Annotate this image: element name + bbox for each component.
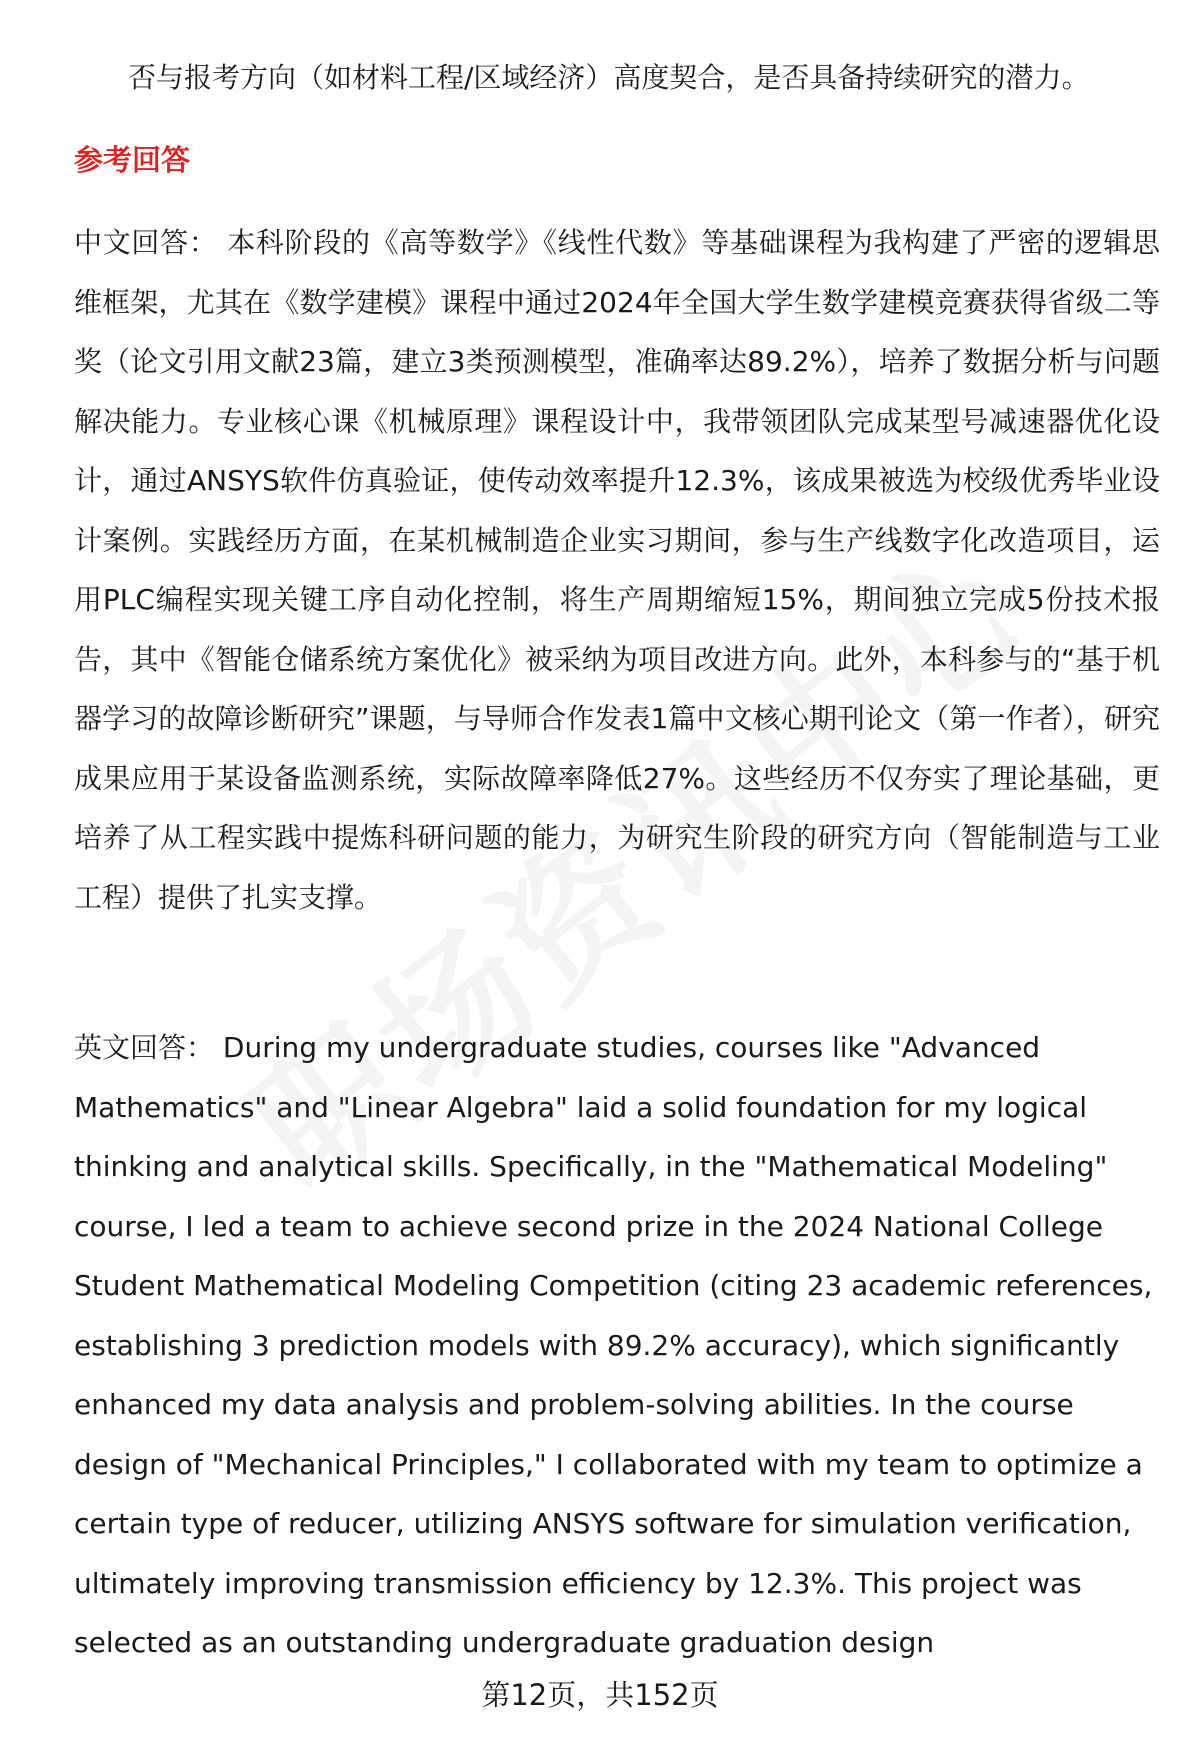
chinese-answer-text: 本科阶段的《高等数学》《线性代数》等基础课程为我构建了严密的逻辑思维框架，尤其在《数学建模》课程中通过2024年全国大学生数学建模竞赛获得省级二等奖（论文引用文献23篇，建立3类预测模型，准确率达89.2%），培养了数据分析与问题解决能力。专业核心课《机械原理》课程设计中，我带领团队完成某型号减速器优化设计，通过ANSYS软件仿真验证，使传动效率提升12.3%，该成果被选为校级优秀毕业设计案例。实践经历方面，在某机械制造企业实习期间，参与生产线数字化改造项目，运用PLC编程实现关键工序自动化控制，将生产周期缩短15%，期间独立完成5份技术报告，其中《智能仓储系统方案优化》被采纳为项目改进方向。此外，本科参与的“基于机器学习的故障诊断研究”课题，与导师合作发表1篇中文核心期刊论文（第一作者），研究成果应用于某设备监测系统，实际故障率降低27%。这些经历不仅夯实了理论基础，更培养了从工程实践中提炼科研问题的能力，为研究生阶段的研究方向（智能制造与工业工程）提供了扎实支撑。 [74, 226, 1160, 914]
continuation-line: 否与报考方向（如材料工程/区域经济）高度契合，是否具备持续研究的潜力。 [128, 61, 1090, 94]
chinese-answer [74, 213, 1160, 927]
chinese-answer-label: 中文回答： [74, 226, 218, 259]
section-title: 参考回答 [74, 143, 191, 177]
english-answer [74, 1018, 1160, 1673]
english-answer-label: 英文回答： [74, 1031, 215, 1064]
english-answer-text: During my undergraduate studies, courses like "Advanced Mathematics" and "Linear Algebra" laid a solid foundation for my logical thinking and analytical skills. Specifically, in the "Mathematical Modeling" course, I led a team to achieve second prize in the 2024 National College Student Mathematical Modeling Competition (citing 23 academic references, establishing 3 prediction models with 89.2% accuracy), which significantly enhanced my data analysis and problem-solving abilities. In the course design of "Mechanical Principles," I collaborated with my team to optimize a certain type of reducer, utilizing ANSYS software for simulation verification, ultimately improving transmission efficiency by 12.3%. This project was selected as an outstanding undergraduate graduation design [74, 1031, 1153, 1659]
page-number: 第12页，共152页 [481, 1678, 719, 1712]
